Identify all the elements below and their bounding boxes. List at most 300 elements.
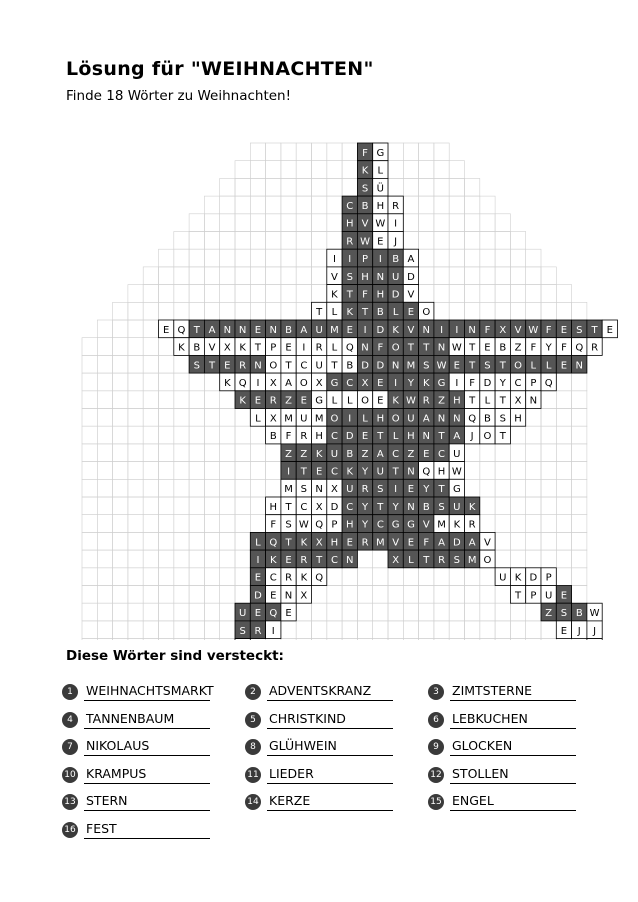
grid-letter: T	[469, 342, 476, 354]
grid-letter: L	[346, 395, 353, 407]
grid-letter: A	[453, 431, 461, 443]
grid-letter: Y	[545, 342, 552, 354]
grid-letter: T	[423, 554, 430, 566]
grid-letter: F	[285, 431, 292, 443]
grid-letter: R	[254, 625, 262, 637]
grid-letter: R	[422, 395, 430, 407]
grid-letter: B	[575, 608, 583, 620]
grid-letter: L	[331, 395, 338, 407]
grid-letter: Z	[438, 395, 445, 407]
grid-letter: O	[269, 360, 278, 372]
grid-letter: Z	[407, 448, 415, 460]
grid-letter: T	[377, 431, 384, 443]
page-title: Lösung für "WEIHNACHTEN"	[66, 58, 374, 80]
grid-letter: T	[377, 501, 384, 513]
grid-letter: A	[422, 413, 430, 425]
grid-letter: F	[362, 147, 368, 159]
grid-letter: S	[499, 413, 506, 425]
word-text: KERZE	[267, 792, 393, 811]
grid-letter: J	[593, 625, 597, 637]
grid-letter: I	[394, 218, 398, 230]
grid-letter: E	[407, 537, 415, 549]
grid-letter: R	[285, 572, 293, 584]
grid-letter: G	[407, 519, 415, 531]
grid-letter: X	[361, 377, 369, 389]
word-number-badge: 16	[62, 822, 78, 838]
grid-letter: R	[392, 200, 400, 212]
letter-cells	[159, 143, 618, 640]
grid-letter: B	[484, 413, 491, 425]
word-text: GLÜHWEIN	[267, 737, 393, 756]
grid-letter: T	[469, 360, 476, 372]
grid-letter: E	[224, 360, 231, 372]
grid-letter: W	[451, 466, 462, 478]
grid-letter: X	[269, 377, 277, 389]
grid-letter: U	[376, 466, 385, 478]
grid-letter: I	[394, 377, 398, 389]
grid-letter: E	[377, 377, 384, 389]
grid-letter: N	[254, 360, 262, 372]
grid-letter: D	[376, 360, 385, 372]
word-number-badge: 11	[245, 767, 261, 783]
grid-letter: J	[470, 431, 474, 443]
grid-letter: C	[300, 360, 308, 372]
grid-letter: L	[362, 413, 368, 425]
grid-letter: U	[453, 501, 461, 513]
grid-letter: T	[392, 466, 399, 478]
grid-letter: N	[437, 342, 446, 354]
grid-letter: F	[530, 342, 537, 354]
grid-letter: V	[361, 218, 369, 230]
grid-letter: W	[375, 218, 386, 230]
grid-letter: T	[346, 289, 353, 301]
grid-letter: Z	[361, 448, 369, 460]
grid-letter: C	[330, 431, 338, 443]
grid-letter: T	[300, 466, 307, 478]
word-text: NIKOLAUS	[84, 737, 210, 756]
grid-letter: C	[438, 448, 446, 460]
grid-letter: M	[314, 413, 324, 425]
grid-letter: E	[560, 625, 568, 637]
grid-letter: V	[208, 342, 216, 354]
grid-letter: Q	[315, 519, 324, 531]
word-number-badge: 1	[62, 684, 78, 700]
grid-letter: B	[269, 431, 277, 443]
grid-letter: N	[284, 590, 293, 602]
grid-letter: N	[346, 554, 354, 566]
grid-letter: E	[300, 395, 308, 407]
grid-letter: K	[514, 572, 522, 584]
grid-letter: U	[499, 572, 507, 584]
grid-letter: H	[376, 413, 385, 425]
grid-letter: L	[331, 307, 338, 319]
grid-letter: W	[436, 360, 447, 372]
grid-letter: F	[561, 342, 567, 354]
word-text: FEST	[84, 820, 210, 839]
grid-letter: T	[591, 324, 598, 336]
grid-letter: C	[269, 572, 277, 584]
grid-letter: E	[560, 324, 568, 336]
word-number-badge: 12	[428, 767, 444, 783]
grid-letter: R	[269, 395, 277, 407]
grid-letter: E	[285, 342, 292, 354]
word-text: ADVENTSKRANZ	[267, 682, 393, 701]
grid-letter: U	[391, 271, 400, 283]
grid-letter: U	[330, 448, 339, 460]
grid-letter: X	[315, 501, 323, 513]
grid-letter: M	[284, 484, 293, 496]
grid-letter: T	[499, 431, 506, 443]
grid-letter: D	[345, 431, 354, 443]
grid-letter: U	[346, 484, 354, 496]
grid-letter: C	[392, 448, 400, 460]
grid-letter: K	[300, 537, 308, 549]
grid-letter: K	[300, 572, 308, 584]
word-number-badge: 14	[245, 794, 261, 810]
grid-letter: D	[391, 289, 400, 301]
grid-letter: G	[376, 147, 385, 159]
grid-letter: N	[361, 342, 369, 354]
grid-letter: P	[530, 590, 537, 602]
grid-letter: T	[285, 360, 292, 372]
grid-letter: S	[377, 484, 384, 496]
word-number-badge: 6	[428, 712, 444, 728]
grid-letter: E	[162, 324, 170, 336]
grid-letter: X	[300, 590, 308, 602]
grid-letter: N	[238, 324, 247, 336]
grid-letter: N	[269, 324, 277, 336]
grid-letter: F	[377, 342, 384, 354]
word-text: WEIHNACHTSMARKT	[84, 682, 210, 701]
grid-letter: W	[451, 342, 462, 354]
grid-letter: R	[346, 236, 354, 248]
grid-letter: Q	[345, 342, 354, 354]
grid-letter: T	[331, 360, 338, 372]
grid-letter: V	[422, 519, 430, 531]
grid-letter: Y	[361, 519, 369, 531]
grid-letter: X	[315, 377, 323, 389]
grid-letter: M	[330, 324, 339, 336]
grid-letter: T	[423, 342, 430, 354]
grid-letter: E	[407, 484, 415, 496]
grid-letter: G	[437, 377, 446, 389]
grid-letter: U	[407, 413, 415, 425]
grid-letter: S	[576, 324, 583, 336]
word-text: ZIMTSTERNE	[450, 682, 576, 701]
grid-letter: Z	[285, 395, 292, 407]
grid-letter: O	[391, 413, 400, 425]
grid-letter: A	[285, 377, 292, 389]
grid-letter: B	[361, 200, 369, 212]
grid-letter: K	[178, 342, 185, 354]
grid-letter: W	[298, 519, 309, 531]
grid-letter: X	[514, 395, 522, 407]
word-number-badge: 10	[62, 767, 78, 783]
grid-letter: A	[468, 537, 476, 549]
grid-letter: C	[300, 501, 308, 513]
grid-letter: Q	[269, 537, 278, 549]
grid-letter: L	[484, 395, 491, 407]
grid-letter: N	[223, 324, 232, 336]
grid-letter: P	[545, 572, 552, 584]
grid-letter: I	[440, 324, 444, 336]
grid-letter: V	[331, 271, 338, 283]
grid-letter: K	[331, 289, 338, 301]
grid-letter: G	[452, 484, 461, 496]
grid-letter: X	[499, 324, 507, 336]
grid-letter: M	[376, 537, 385, 549]
grid-letter: Z	[514, 342, 522, 354]
grid-letter: V	[407, 324, 415, 336]
word-number-badge: 2	[245, 684, 261, 700]
grid-letter: R	[361, 537, 369, 549]
grid-letter: E	[606, 324, 614, 336]
grid-letter: S	[438, 501, 445, 513]
word-number-badge: 15	[428, 794, 444, 810]
grid-letter: S	[361, 183, 369, 195]
grid-letter: Z	[545, 608, 553, 620]
grid-letter: D	[529, 572, 538, 584]
grid-letter: C	[330, 466, 338, 478]
grid-letter: U	[453, 448, 461, 460]
grid-letter: D	[376, 324, 385, 336]
grid-letter: I	[363, 324, 367, 336]
grid-letter: T	[316, 307, 323, 319]
word-text: LIEDER	[267, 765, 393, 784]
grid-letter: Q	[315, 572, 324, 584]
grid-letter: Q	[468, 413, 477, 425]
word-number-badge: 4	[62, 712, 78, 728]
grid-letter: L	[408, 554, 414, 566]
grid-letter: B	[422, 501, 430, 513]
grid-letter: C	[346, 501, 354, 513]
instructions: Finde 18 Wörter zu Weihnachten!	[66, 88, 292, 104]
grid-letter: T	[469, 395, 476, 407]
grid-letter: X	[269, 413, 277, 425]
grid-letter: Y	[499, 377, 506, 389]
grid-letter: K	[269, 554, 277, 566]
grid-letter: I	[287, 466, 291, 478]
word-list-title: Diese Wörter sind versteckt:	[66, 648, 284, 664]
grid-letter: T	[407, 342, 415, 354]
grid-letter: K	[224, 377, 231, 389]
grid-letter: I	[348, 413, 352, 425]
grid-letter: C	[330, 554, 338, 566]
grid-letter: E	[254, 572, 262, 584]
grid-letter: O	[361, 395, 369, 407]
grid-letter: T	[438, 484, 445, 496]
grid-letter: S	[346, 271, 353, 283]
grid-letter: L	[530, 360, 537, 372]
grid-letter: K	[453, 519, 461, 531]
grid-letter: O	[422, 307, 431, 319]
grid-letter: A	[438, 537, 445, 549]
grid-letter: S	[239, 625, 246, 637]
grid-letter: X	[315, 537, 323, 549]
grid-letter: R	[468, 519, 476, 531]
grid-letter: B	[346, 448, 354, 460]
grid-letter: N	[422, 431, 430, 443]
word-number-badge: 13	[62, 794, 78, 810]
grid-letter: W	[406, 395, 416, 407]
grid-letter: R	[438, 554, 446, 566]
grid-letter: I	[332, 254, 336, 266]
grid-letter: U	[544, 590, 553, 602]
grid-letter: K	[422, 377, 430, 389]
grid-letter: S	[560, 608, 568, 620]
grid-letter: E	[560, 360, 568, 372]
grid-letter: W	[528, 324, 539, 336]
grid-letter: E	[560, 590, 568, 602]
grid-letter: T	[499, 360, 506, 372]
grid-letter: M	[437, 519, 446, 531]
grid-letter: N	[468, 324, 476, 336]
grid-letter: E	[270, 590, 277, 602]
grid-letter: E	[285, 608, 292, 620]
grid-letter: R	[591, 342, 599, 354]
grid-letter: W	[360, 236, 370, 248]
grid-letter: T	[254, 342, 262, 354]
word-number-badge: 3	[428, 684, 444, 700]
grid-letter: H	[437, 466, 446, 478]
word-text: CHRISTKIND	[267, 710, 393, 729]
grid-letter: N	[407, 466, 415, 478]
grid-letter: D	[330, 501, 339, 513]
grid-letter: H	[453, 395, 461, 407]
grid-letter: M	[467, 554, 477, 566]
grid-letter: X	[392, 554, 400, 566]
grid-letter: A	[376, 448, 384, 460]
grid-letter: P	[331, 519, 338, 531]
grid-letter: N	[453, 413, 461, 425]
grid-letter: Q	[177, 324, 186, 336]
grid-letter: F	[362, 289, 368, 301]
grid-letter: C	[514, 377, 522, 389]
grid-letter: C	[376, 519, 384, 531]
grid-letter: F	[469, 377, 476, 389]
grid-letter: X	[331, 484, 338, 496]
grid-letter: E	[423, 448, 430, 460]
grid-letter: K	[361, 165, 369, 177]
grid-letter: N	[391, 360, 400, 372]
grid-letter: R	[300, 431, 308, 443]
grid-letter: H	[376, 289, 385, 301]
grid-letter: H	[269, 501, 278, 513]
grid-letter: Y	[423, 484, 430, 496]
grid-letter: E	[407, 307, 415, 319]
word-text: STERN	[84, 792, 210, 811]
grid-letter: J	[394, 236, 398, 248]
grid-letter: E	[254, 324, 262, 336]
grid-letter: N	[376, 271, 385, 283]
grid-letter: K	[346, 466, 354, 478]
grid-letter: E	[377, 236, 384, 248]
grid-letter: S	[453, 554, 461, 566]
grid-letter: H	[330, 537, 339, 549]
grid-letter: H	[361, 271, 369, 283]
grid-letter: Y	[361, 501, 369, 513]
grid-letter: O	[391, 342, 400, 354]
grid-letter: H	[345, 218, 354, 230]
grid-letter: S	[285, 519, 292, 531]
grid-letter: L	[377, 165, 384, 177]
word-text: KRAMPUS	[84, 765, 210, 784]
grid-letter: O	[330, 413, 339, 425]
grid-letter: T	[514, 590, 522, 602]
grid-cell	[587, 639, 602, 640]
grid-letter: N	[529, 395, 538, 407]
word-number-badge: 7	[62, 739, 78, 755]
grid-letter: D	[407, 271, 415, 283]
grid-letter: O	[514, 360, 522, 372]
grid-letter: E	[377, 395, 384, 407]
grid-letter: E	[285, 554, 292, 566]
grid-letter: L	[545, 360, 552, 372]
grid-letter: L	[392, 431, 399, 443]
grid-letter: I	[348, 254, 352, 266]
grid-letter: S	[300, 484, 308, 496]
grid-letter: S	[423, 360, 430, 372]
word-text: LEBKUCHEN	[450, 710, 576, 729]
grid-letter: L	[255, 537, 261, 549]
grid-letter: B	[499, 342, 507, 354]
grid-letter: P	[362, 254, 369, 266]
grid-letter: O	[483, 554, 492, 566]
grid-letter: Q	[238, 377, 247, 389]
grid-letter: U	[300, 413, 308, 425]
word-text: TANNENBAUM	[84, 710, 210, 729]
grid-letter: M	[406, 360, 416, 372]
word-text: ENGEL	[450, 792, 576, 811]
grid-letter: O	[299, 377, 308, 389]
grid-letter: Y	[392, 501, 399, 513]
grid-letter: H	[514, 413, 522, 425]
grid-letter: L	[331, 342, 338, 354]
grid-letter: T	[208, 360, 216, 372]
word-number-badge: 5	[245, 712, 261, 728]
grid-letter: O	[483, 431, 492, 443]
grid-letter: P	[270, 342, 277, 354]
grid-letter: F	[484, 324, 491, 336]
grid-letter: D	[254, 590, 262, 602]
grid-letter: B	[376, 307, 384, 319]
grid-letter: K	[392, 324, 399, 336]
grid-letter: L	[392, 307, 399, 319]
grid-letter: R	[300, 554, 308, 566]
grid-letter: Z	[300, 448, 308, 460]
grid-letter: V	[514, 324, 522, 336]
grid-letter: H	[376, 200, 385, 212]
grid-letter: T	[285, 537, 292, 549]
grid-letter: I	[271, 625, 275, 637]
grid-letter: I	[256, 554, 260, 566]
grid-letter: E	[346, 324, 353, 336]
grid-letter: K	[239, 395, 246, 407]
grid-letter: R	[239, 360, 247, 372]
grid-letter: N	[315, 484, 323, 496]
grid-letter: E	[254, 395, 262, 407]
grid-letter: K	[315, 448, 323, 460]
grid-letter: F	[545, 324, 552, 336]
grid-letter: A	[407, 254, 415, 266]
grid-letter: A	[300, 324, 308, 336]
grid-letter: S	[193, 360, 200, 372]
grid-letter: T	[316, 554, 323, 566]
grid-letter: L	[255, 413, 261, 425]
word-number-badge: 8	[245, 739, 261, 755]
grid-letter: F	[423, 537, 430, 549]
grid-letter: T	[499, 395, 506, 407]
